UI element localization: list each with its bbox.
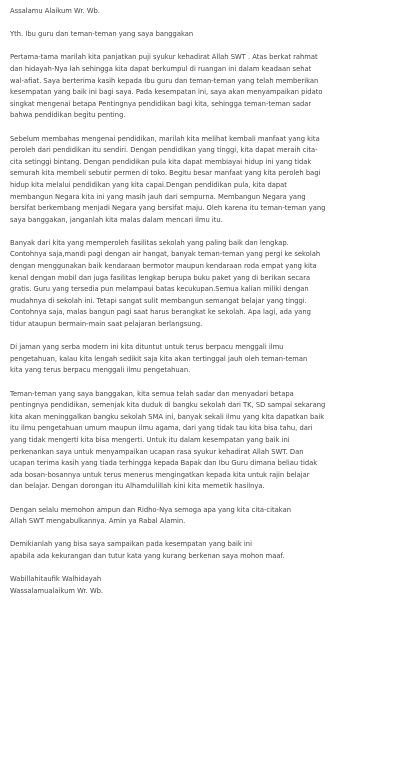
paragraph-gratitude: Teman-teman yang saya banggakan, kita semua telah sadar dan menyadari betapa pentingnya pendidikan, semenjak kita duduk di bangku sekolah dari TK, SD sampai sekarang kita akan meninggalkan bangku sekolah SMA ini, banyak sekali ilmu yang kita dapatkan baik itu ilmu pengetahuan umum maupun ilmu agama, dari yang tidak tau kita bisa tahu, dari yang tidak mengerti kita bisa mengerti. Untuk itu dalam kesempatan yang baik ini perkenankan saya untuk menyampaikan ucapan rasa syukur kehadirat Allah SWT. Dan ucapan terima kasih yang tiada terhingga kepada Bapak dan Ibu Guru dimana beliau tidak ada bosan-bosannya untuk terus menerus mengingatkan kepada kita untuk rajin belajar dan belajar. Dengan dorongan itu Alhamdulillah kini kita memetik hasilnya.: [10, 389, 326, 491]
closing-greeting: Wabillahitaufik Walhidayah Wassalamualaikum Wr. Wb.: [10, 575, 104, 595]
opening-greeting: Assalamu Alaikum Wr. Wb.: [10, 7, 100, 15]
paragraph-benefits-of-education: Sebelum membahas mengenai pendidikan, marilah kita melihat kembali manfaat yang kita peroleh dari pendidikan itu sendiri. Dengan pendidikan yang tinggi, kita dapat meraih cita- cita setinggi bintang. Dengan pendidikan pula kita dapat membiayai hidup ini yang tidak semurah kita membeli sebutir permen di toko. Begitu besar manfaat yang kita peroleh bagi hidup kita melalui pendidikan yang kita capai.Dengan pendidikan pula, kita dapat membangun Negara kita ini yang masih jauh dari sempurna. Membangun Negara yang bersifat berkembang menjadi Negara yang bersifat maju. Oleh karena itu teman-teman yang saya banggakan, janganlah kita malas dalam mencari ilmu itu.: [10, 134, 326, 224]
paragraph-modern-era: Di jaman yang serba modern ini kita dituntut untuk terus berpacu menggali ilmu pengetahuan, kalau kita lengah sedikit saja kita akan tertinggal jauh oleh teman-teman kita yang terus berpacu menggali ilmu pengetahuan.: [10, 343, 308, 375]
paragraph-introduction: Pertama-tama marilah kita panjatkan puji syukur kehadirat Allah SWT . Atas berkat rahmat dan hidayah-Nya lah sehingga kita dapat berkumpul di ruangan ini dalam keadaan sehat wal-afiat. Saya berterima kasih kepada Ibu guru dan teman-teman yang telah memberikan kesempatan yang baik ini bagi saya. Pada kesempatan ini, saya akan menyampaikan pidato singkat mengenai betapa Pentingnya pendidikan bagi kita, sehingga teman-teman sadar bahwa pendidikan begitu penting.: [10, 53, 323, 120]
paragraph-school-facilities: Banyak dari kita yang memperoleh fasilitas sekolah yang paling baik dan lengkap. Contohnya saja,mandi pagi dengan air hangat, banyak teman-teman yang pergi ke sekolah dengan menggunakan baik kendaraan bermotor maupun kendaraan roda empat yang kita kenal dengan mobil dan juga fasilitas lengkap berupa buku paket yang di berikan secara gratis. Guru yang tersedia pun melampaui batas kecukupan.Semua kalian miliki dengan mudahnya di sekolah ini. Tetapi sangat sulit membangun semangat belajar yang tinggi. Contohnya saja, malas bangun pagi saat harus berangkat ke sekolah. Apa lagi, ada yang tidur ataupun bermain-main saat pelajaran berlangsung.: [10, 238, 321, 329]
paragraph-prayer: Dengan selalu memohon ampun dan Ridho-Nya semoga apa yang kita cita-citakan Allah SWT mengabulkannya. Amin ya Rabal Alamin.: [10, 505, 291, 526]
paragraph-closing-apology: Demikianlah yang bisa saya sampaikan pada kesempatan yang baik ini apabila ada kekurangan dan tutur kata yang kurang berkenan saya mohon maaf.: [10, 540, 285, 560]
salutation: Yth. Ibu guru dan teman-teman yang saya banggakan: [10, 30, 194, 39]
